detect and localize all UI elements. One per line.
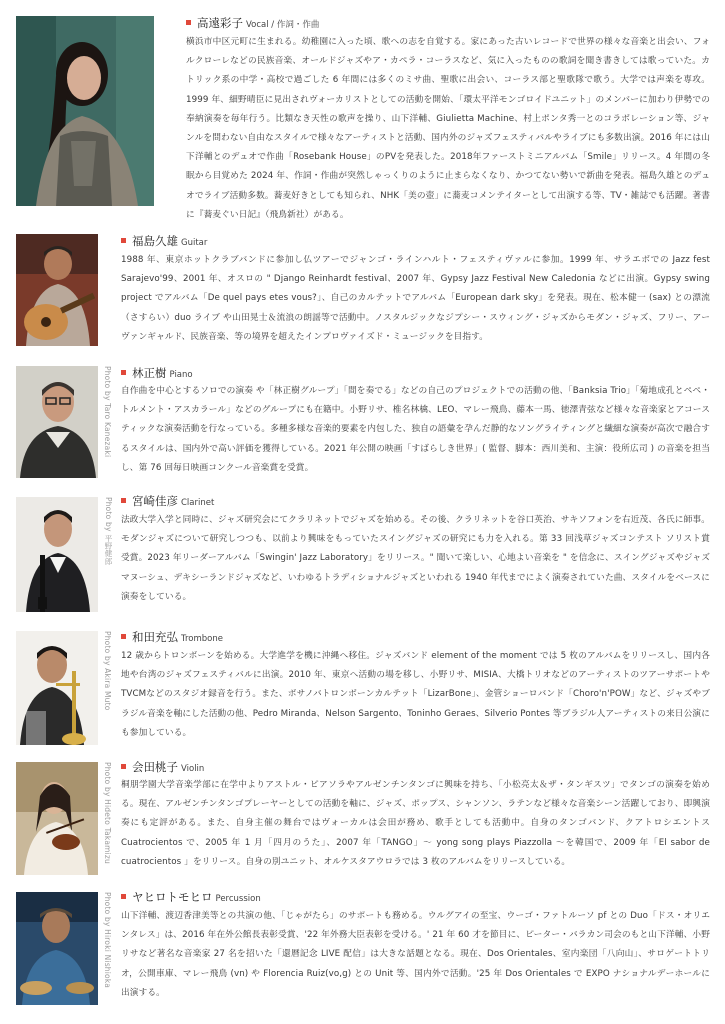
red-square-bullet	[186, 20, 191, 25]
artist-role: Violin	[181, 764, 205, 774]
profile-header	[121, 366, 193, 382]
artist-role: Clarinet	[181, 498, 215, 508]
profile-header	[121, 890, 261, 906]
artist-name: ヤヒロトモヒロ	[132, 890, 213, 904]
artist-role: Piano	[169, 370, 193, 380]
red-square-bullet	[121, 634, 126, 639]
profile-header	[121, 494, 214, 510]
artist-role: Guitar	[181, 238, 208, 248]
artist-bio: 1988 年、東京ホットクラブバンドに参加し仏ツアーでジャンゴ・ラインハルト・フェスティヴァルに参加。1999 年、サラエボでの Jazz fest Sarajevo'99、2001 年、オスロの " Django Reinhardt festival、2007 年、Gypsy Jazz Festival New Caledonia などに出演。Gypsy swing project でアルバム「De quel pays etes vous?」、自己のカルテットでアルバム「European dark sky」を発表。現在、松本健一 (sax) との漂流（さすらい）duo ライブ や山田晃士＆流浪の朗謡等で活動中。ノスタルジックなジプシー・スウィング・ジャズからモダン・ジャズ、フリー、アーヴァンギャルド、民族音楽、等の境界を超えたインプロヴァイズド・ミュージックを目指す。	[121, 255, 710, 342]
artist-name: 宮崎佳彦	[132, 494, 178, 508]
profile-header	[121, 760, 204, 776]
artist-name: 林正樹	[132, 366, 167, 380]
artist-bio: 桐朋学園大学音楽学部に在学中よりアストル・ピアソラやアルゼンチンタンゴに興味を持ち、「小松亮太＆ザ・タンギスツ」でタンゴの演奏を始める。現在、アルゼンチンタンゴプレーヤーとしての活動を軸に、ジャズ、ポップス、シャンソン、ラテンなど様々な音楽シーン活躍しており、即興演奏にも定評がある。また、自身主催の舞台ではヴォーカルは会田が務め、歌手としても活動中。自身のタンゴバンド、クアトロシエントス Cuatrocientos で、2005 年 1 月「四月のうた」、2007 年「TANGO」～ yong song plays Piazzolla ～を韓国で、2009 年「El sabor de cuatrocientos 」をリリース。自身の別ユニット、オルケスタアウロラでは 3 枚のアルバムをリリースしている。	[121, 780, 710, 867]
photo-hayashi	[16, 366, 98, 478]
artist-bio: 山下洋輔、渡辺香津美等との共演の他、「じゃがたら」のサポートも務める。ウルグアイの至宝、ウーゴ・ファトルーソ pf との Duo「ドス・オリエンタレス」は、2016 年在外公館長表彰受賞、'22 年外務大臣表彰を受ける。' 21 年 60 才を節目に、ピーター・バラカン司会のもと山下洋輔、小野リサなど著名な音楽家 27 名を招いた「還暦記念 LIVE 配信」は大きな話題となる。現在、Dos Orientales、室内楽団「八向山」、サロゲートトリオ，公開車庫、マレー飛鳥 (vn) や Florencia Ruiz(vo,g) との Unit 等、国内外で活動。'25 年 Dos Orientales で EXPO ナショナルデーホールに出演する。	[121, 911, 710, 998]
profile-header	[186, 16, 319, 32]
photo-wada	[16, 631, 98, 745]
profile-header	[121, 630, 223, 646]
photo-credit: Photo by Hideto Takamizu	[103, 762, 112, 864]
photo-yahiro	[16, 892, 98, 1005]
red-square-bullet	[121, 764, 126, 769]
profile-header	[121, 234, 207, 250]
artist-bio: 自作曲を中心とするソロでの演奏 や「林正樹グループ」「間を奏でる」などの自己のプロジェクトでの活動の他、「Banksia Trio」「菊地成孔とペペ・トルメント・アスカラール」などのグループにも在籍中。小野リサ、椎名林檎、LEO、マレー飛鳥、藤本一馬、徳澤青弦など様々な音楽家とアコースティックな演奏活動を行なっている。多種多様な音楽的要素を内包した、独自の語彙を孕んだ静的なソングライティングと繊細な演奏が高次で融合するスタイルは、国内外で高い評価を獲得している。2021 年公開の映画「すばらしき世界」( 監督、脚本：西川美和、主演：役所広司 ) の音楽を担当し、第 76 回毎日映画コンクール音楽賞を受賞。	[121, 386, 710, 473]
photo-credit: Photo by Taro Kanezaki	[103, 366, 112, 458]
photo-fukushima	[16, 234, 98, 346]
red-square-bullet	[121, 238, 126, 243]
artist-name: 会田桃子	[132, 760, 178, 774]
artist-bio: 12 歳からトロンボーンを始める。大学進学を機に沖縄へ移住。ジャズバンド element of the moment では 5 枚のアルバムをリリースし、国内各地や台湾のジャズフェスティバルに出演。2010 年、東京へ活動の場を移し、小野リサ、MISIA、大橋トリオなどのアーティストのツアーサポートやTVCMなどのスタジオ録音を行う。また、ボサノバトロンボーンカルテット「LizarBone」、金管ショーロバンド「Choro'n'POW」など、ジャズやブラジル音楽を軸にした活動の他、Pedro Miranda、Nelson Sargento、Toninho Geraes、Silverio Pontes 等ブラジル人アーティストの来日公演にも参加している。	[121, 651, 710, 738]
photo-credit: Photo by Akira Muto	[103, 631, 112, 711]
artist-name: 和田充弘	[132, 630, 178, 644]
photo-takato	[16, 16, 154, 206]
photo-credit: Photo by 平野健郎	[104, 497, 113, 565]
artist-role: Vocal / 作詞・作曲	[246, 20, 320, 30]
red-square-bullet	[121, 894, 126, 899]
artist-bio: 法政大学入学と同時に、ジャズ研究会にてクラリネットでジャズを始める。その後、クラリネットを谷口英治、サキソフォンを右近茂、各氏に師事。モダンジャズについて研究しつつも、以前より興味をもっていたスイングジャズの研究にも力を入れる。第 33 回浅草ジャズコンテスト ソリスト賞受賞。2023 年リーダーアルバム「Swingin' Jazz Laboratory」をリリース。" 聞いて楽しい、心地よい音楽を " を信念に、スイングジャズやジャズマヌーシュ、デキシーランドジャズなど、いわゆるトラディショナルジャズといわれる 1940 年代までによく演奏されていた曲、スタイルをベースに演奏をしている。	[121, 515, 710, 602]
artist-role: Percussion	[215, 894, 261, 904]
artist-name: 高遠彩子	[197, 16, 243, 30]
photo-miyazaki	[16, 497, 98, 612]
red-square-bullet	[121, 498, 126, 503]
artist-name: 福島久雄	[132, 234, 178, 248]
artist-role: Trombone	[181, 634, 223, 644]
photo-aida	[16, 762, 98, 875]
photo-credit: Photo by Hiroki Nishioka	[103, 892, 112, 989]
red-square-bullet	[121, 370, 126, 375]
artist-bio: 横浜市中区元町に生まれる。幼稚園に入った頃、歌への志を自覚する。家にあった古いレコードで世界の様々な音楽と出会い、フォルクローレなどの民族音楽、オールドジャズやア・カペラ・コーラスなど、気に入ったものの歌詞を聞き書きしては歌っていた。カトリック系の中学・高校で過ごした 6 年間には多くのミサ曲、聖歌に出会い、コーラス部と聖歌隊で歌う。大学では声楽を専攻。1999 年、細野晴臣に見出されヴォーカリストとしての活動を開始、「環太平洋モンゴロイドユニット」のメンバーに加わり伊勢での奉納演奏を毎年行う。比類なき天性の歌声を操り、山下洋輔、Giulietta Machine、村上ポンタ秀一とのコラボレーション等、ジャンルを問わない自由なスタイルで様々なアーティストと活動、国内外のジャズフェスティバルやライブにも多数出演。2016 年には山下洋輔とのデュオで作曲「Rosebank House」のPVを発表した。2018年ファーストミニアルバム「Smile」リリース。4 年間の冬眠から目覚めた 2024 年、作詞・作曲が突然しゃっくりのように止まらなくなり、かつてない勢いで新曲を発表。福島久雄とのデュオでライブ活動多数。蕎麦好きとしても知られ、NHK「美の壺」に蕎麦コメンテイターとして出演する等、TV・雑誌でも活躍。著書に『蕎麦ぐい日記』（飛鳥新社）がある。	[186, 37, 710, 220]
